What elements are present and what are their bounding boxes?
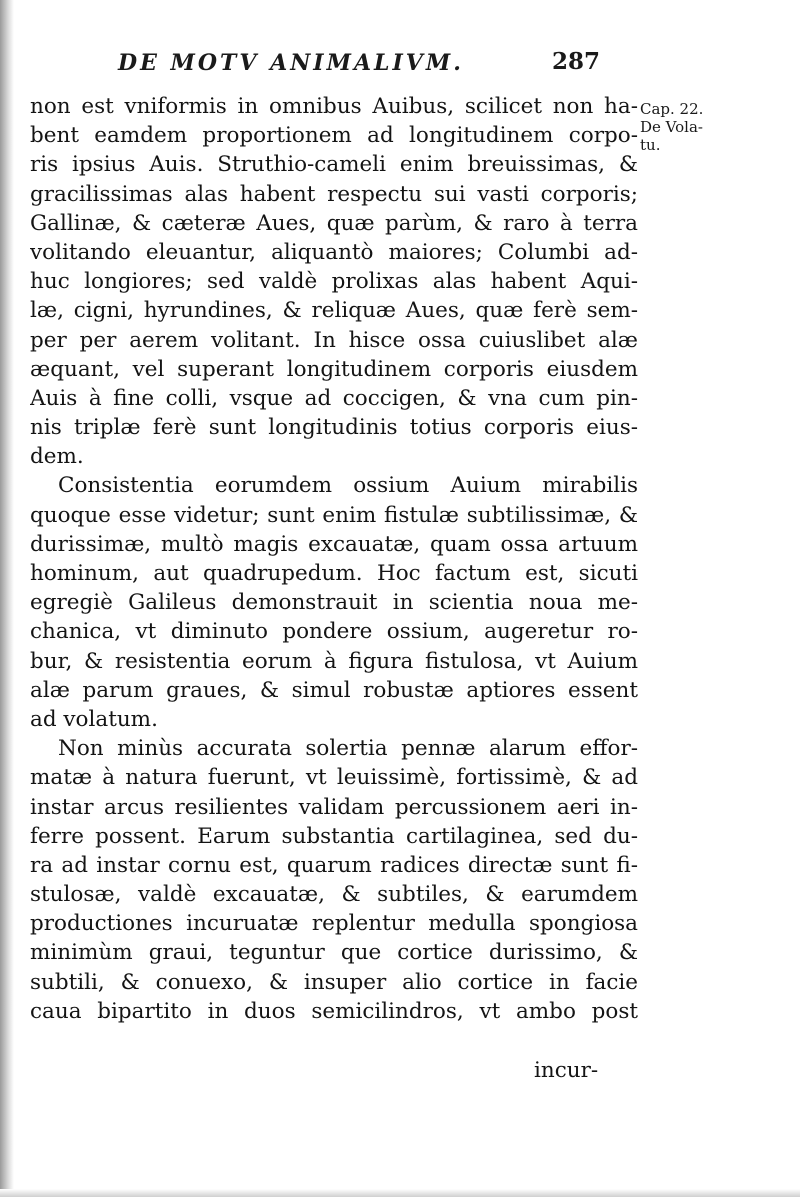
text-line: ferre possent. Earum substantia cartilaginea, sed du- — [30, 823, 638, 849]
margin-note-line: De Vola- — [640, 118, 703, 136]
text-line: dem. — [30, 444, 84, 470]
text-line: instar arcus resilientes validam percussionem aeri in- — [30, 794, 638, 820]
paragraph — [30, 92, 638, 471]
text-line: subtili, & conuexo, & insuper alio cortice in facie — [30, 969, 638, 995]
text-line: bur, & resistentia eorum à figura fistulosa, vt Auium — [30, 648, 638, 674]
text-line: nis triplæ ferè sunt longitudinis totius corporis eius- — [30, 415, 638, 441]
page-number: 287 — [552, 48, 601, 75]
text-line: matæ à natura fuerunt, vt leuissimè, fortissimè, & ad — [30, 765, 638, 791]
text-line: alæ parum graues, & simul robustæ aptiores essent — [30, 677, 638, 703]
page-binding-shadow — [0, 0, 14, 1197]
running-title: DE MOTV ANIMALIVM. — [118, 50, 464, 76]
text-line: chanica, vt diminuto pondere ossium, augeretur ro- — [30, 619, 638, 645]
text-line: quoque esse videtur; sunt enim fistulæ subtilissimæ, & — [30, 502, 638, 528]
text-line: per per aerem volitant. In hisce ossa cuiuslibet alæ — [30, 327, 638, 353]
catchword: incur- — [534, 1058, 599, 1083]
paragraph — [30, 734, 638, 1026]
margin-note-line: tu. — [640, 136, 661, 154]
text-line: Auis à fine colli, vsque ad coccigen, & vna cum pin- — [30, 385, 638, 411]
text-line: hominum, aut quadrupedum. Hoc factum est, sicuti — [30, 561, 638, 586]
margin-note-line: Cap. 22. — [640, 100, 704, 118]
paragraph — [30, 471, 638, 734]
text-line: durissimæ, multò magis excauatæ, quam ossa artuum — [30, 531, 638, 557]
body-text — [30, 92, 638, 1026]
margin-note — [640, 100, 750, 154]
text-line: æquant, vel superant longitudinem corporis eiusdem — [30, 356, 638, 382]
text-line: productiones incuruatæ replentur medulla spongiosa — [30, 911, 638, 937]
text-line: stulosæ, valdè excauatæ, & subtiles, & earumdem — [30, 882, 638, 908]
text-line: minimùm graui, teguntur que cortice durissimo, & — [30, 940, 638, 966]
text-line: huc longiores; sed valdè prolixas alas habent Aqui- — [30, 269, 638, 295]
text-line: ra ad instar cornu est, quarum radices directæ sunt fi- — [30, 852, 638, 878]
text-line: ad volatum. — [30, 706, 158, 732]
text-line: egregiè Galileus demonstrauit in scientia noua me- — [30, 590, 638, 616]
text-line: Gallinæ, & cæteræ Aues, quæ parùm, & raro à terra — [30, 210, 638, 236]
text-line: bent eamdem proportionem ad longitudinem corpo- — [30, 123, 638, 149]
text-line: non est vniformis in omnibus Auibus, scilicet non ha- — [30, 94, 638, 119]
text-line: læ, cigni, hyrundines, & reliquæ Aues, quæ ferè sem- — [30, 298, 638, 324]
text-line: gracilissimas alas habent respectu sui vasti corporis; — [30, 181, 638, 207]
text-line: volitando eleuantur, aliquantò maiores; Columbi ad- — [30, 239, 638, 265]
page-bottom-edge — [0, 1189, 800, 1197]
text-line: ris ipsius Auis. Struthio-cameli enim breuissimas, & — [30, 152, 638, 178]
text-line: Non minùs accurata solertia pennæ alarum effor- — [58, 736, 638, 762]
text-line: caua bipartito in duos semicilindros, vt ambo post — [30, 998, 638, 1024]
text-line: Consistentia eorumdem ossium Auium mirabilis — [58, 473, 638, 499]
